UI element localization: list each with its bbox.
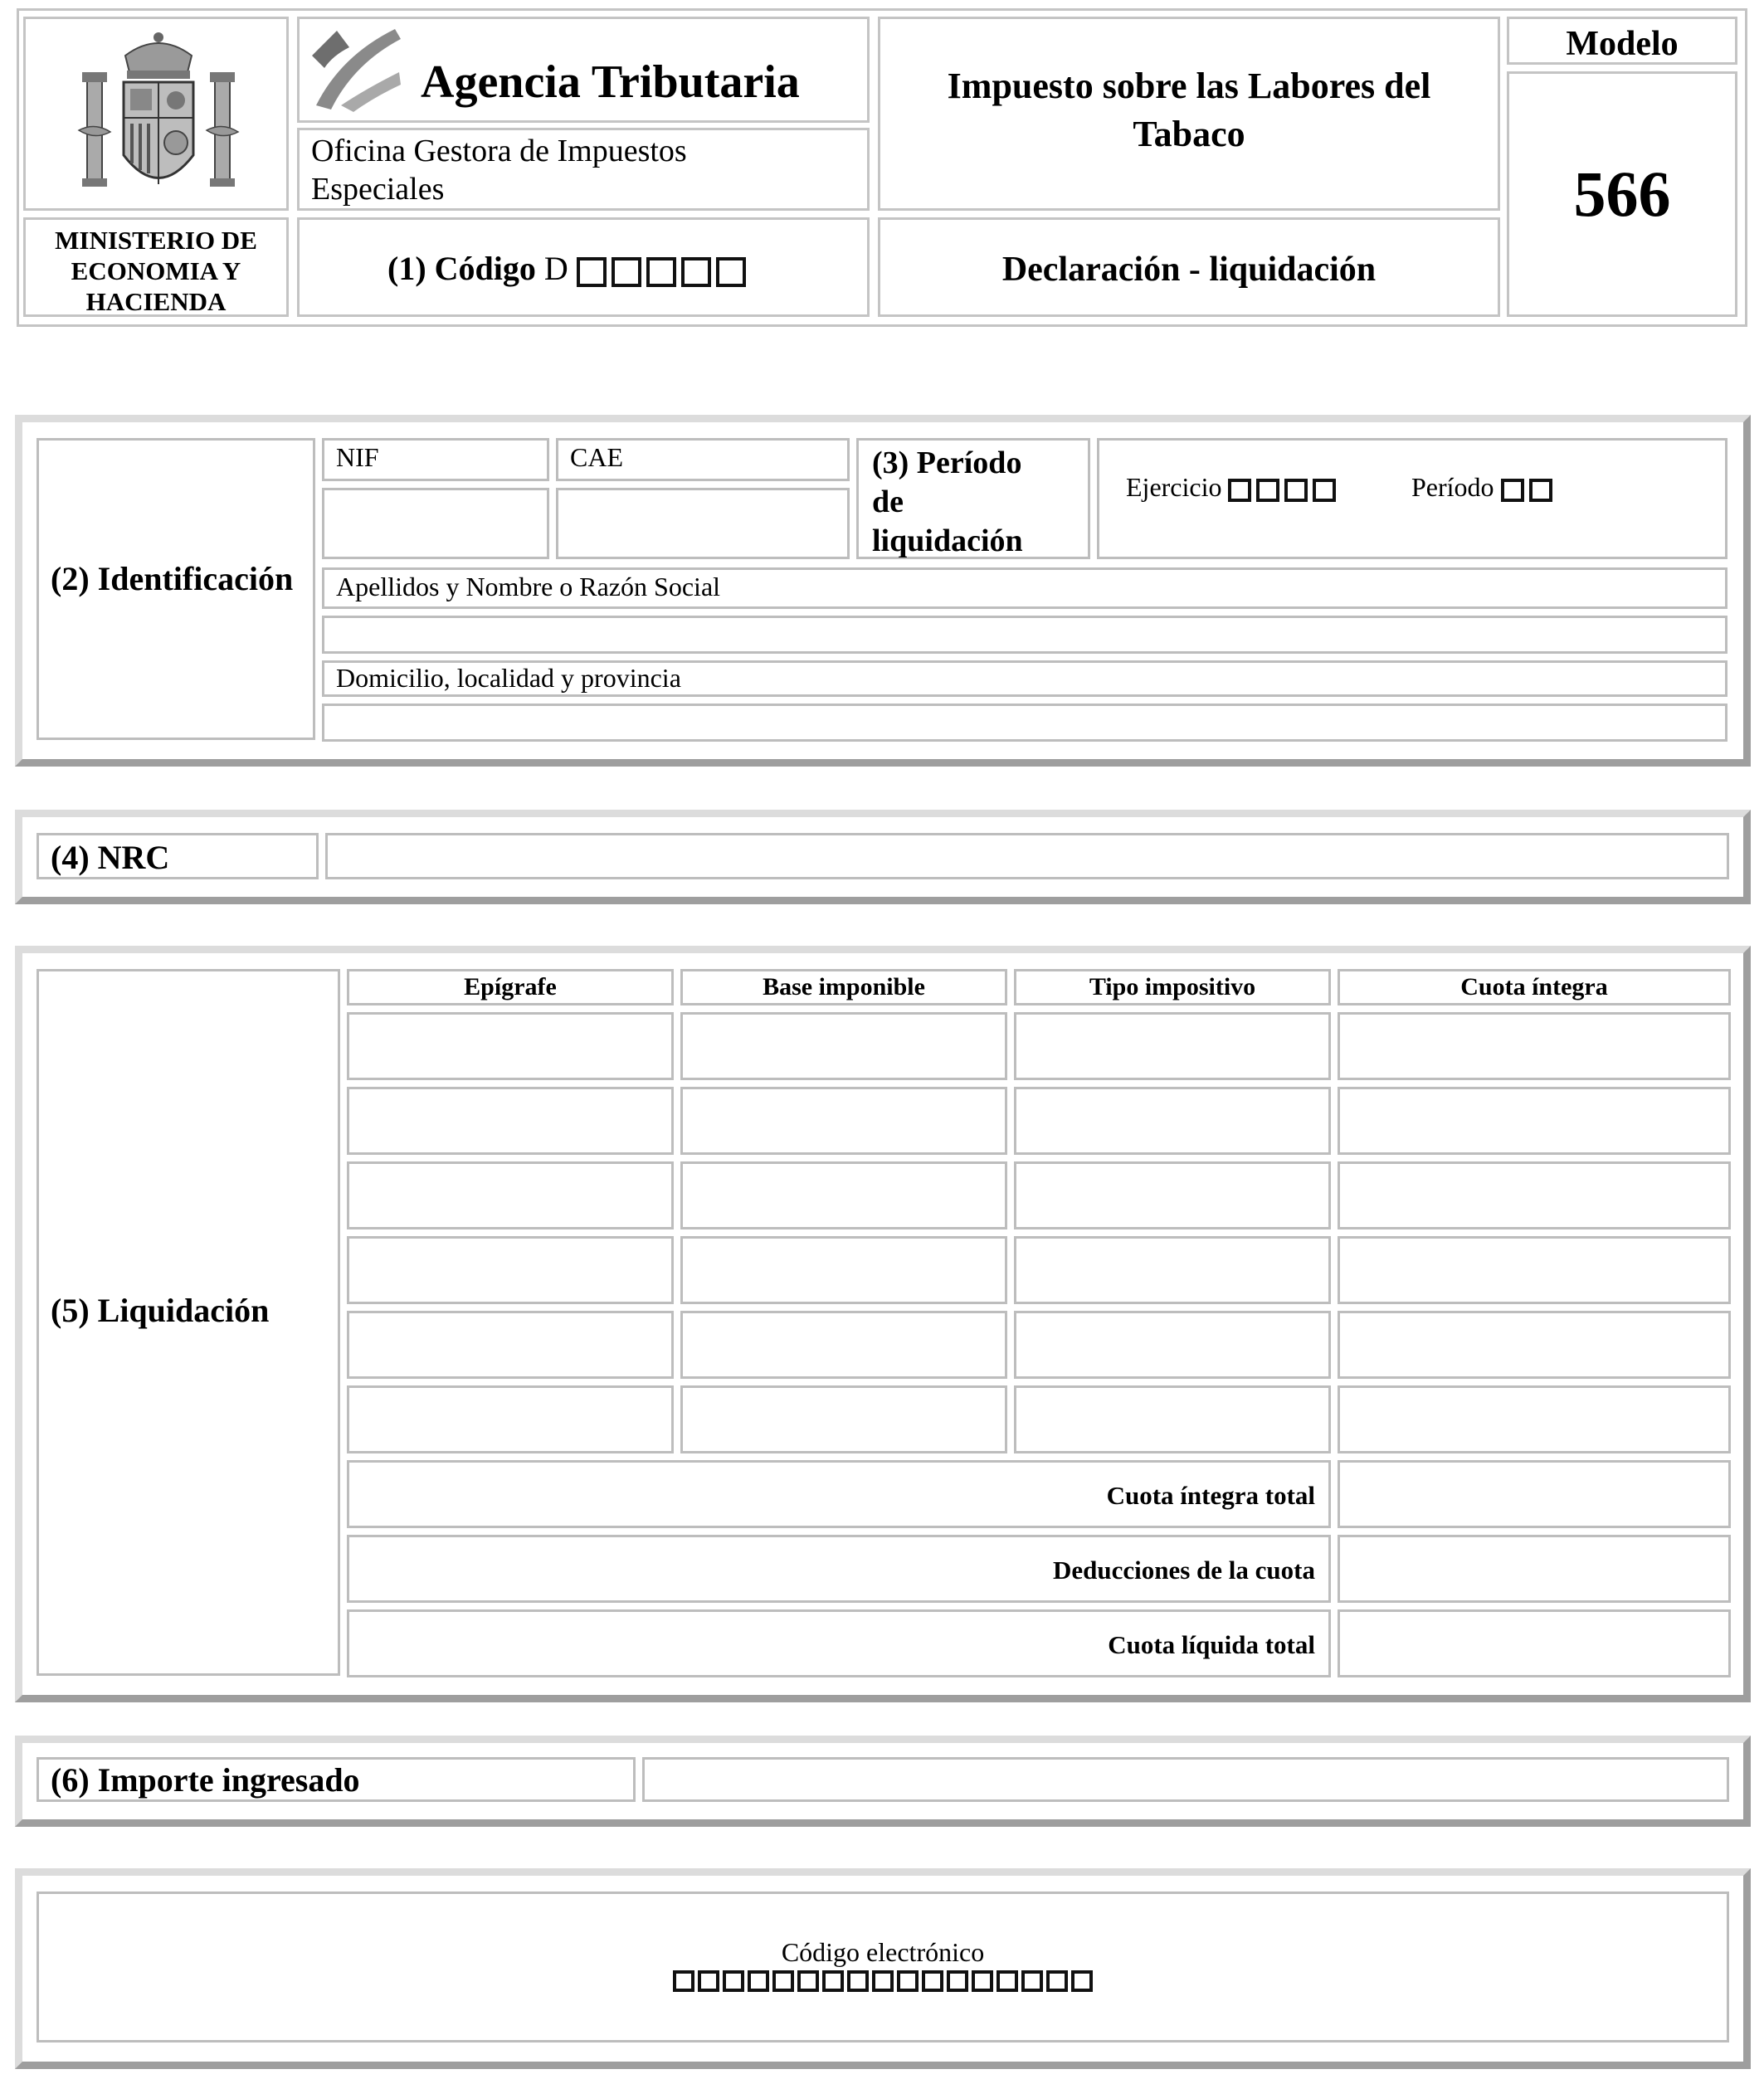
codigo-electronico-boxes[interactable]	[673, 1970, 1093, 1992]
coat-of-arms-cell	[23, 17, 289, 211]
ministry-name: MINISTERIO DE ECONOMIA Y HACIENDA	[55, 226, 257, 316]
tax-title-cell	[878, 17, 1500, 211]
agency-logo-icon	[308, 22, 407, 114]
table-cell-input[interactable]	[1338, 1385, 1731, 1453]
column-header-label: Base imponible	[763, 973, 925, 1001]
declaration-title: Declaración - liquidación	[1001, 251, 1377, 289]
total-label-cell	[347, 1460, 1331, 1528]
total-label-cell	[347, 1535, 1331, 1603]
coat-of-arms-icon	[76, 31, 241, 205]
total-value-field[interactable]	[1338, 1609, 1731, 1677]
periodo-label-cell	[856, 438, 1090, 559]
codigo-cell	[297, 217, 870, 317]
char-box[interactable]	[673, 1970, 694, 1992]
cae-label: CAE	[570, 442, 623, 472]
codigo-line	[387, 250, 746, 288]
char-box[interactable]	[997, 1970, 1018, 1992]
char-box[interactable]	[698, 1970, 719, 1992]
char-box[interactable]	[723, 1970, 744, 1992]
char-box[interactable]	[847, 1970, 869, 1992]
cae-field[interactable]	[556, 488, 850, 559]
table-cell-input[interactable]	[1014, 1236, 1331, 1304]
liquidacion-label: (5) Liquidación	[51, 1292, 270, 1329]
domicilio-label-cell	[322, 660, 1727, 697]
periodo-field-label: Período	[1411, 472, 1494, 502]
domicilio-label: Domicilio, localidad y provincia	[336, 663, 681, 693]
column-header	[1014, 969, 1331, 1005]
identificacion-label: (2) Identificación	[51, 560, 294, 597]
office-cell	[297, 128, 870, 211]
importe-label: (6) Importe ingresado	[51, 1761, 360, 1799]
char-box[interactable]	[612, 257, 641, 287]
char-box[interactable]	[1021, 1970, 1043, 1992]
nombre-label: Apellidos y Nombre o Razón Social	[336, 572, 721, 601]
table-cell-input[interactable]	[1338, 1012, 1731, 1080]
column-header	[347, 969, 674, 1005]
char-box[interactable]	[972, 1970, 993, 1992]
table-cell-input[interactable]	[1014, 1385, 1331, 1453]
table-cell-input[interactable]	[680, 1236, 1007, 1304]
ejercicio-boxes[interactable]	[1228, 479, 1336, 502]
table-cell-input[interactable]	[1014, 1311, 1331, 1379]
periodo-field	[1411, 472, 1552, 503]
modelo-number-cell	[1507, 71, 1737, 317]
table-cell-input[interactable]	[347, 1311, 674, 1379]
nif-label: NIF	[336, 442, 379, 472]
char-box[interactable]	[797, 1970, 819, 1992]
char-box[interactable]	[1256, 479, 1279, 502]
table-cell-input[interactable]	[1014, 1087, 1331, 1155]
total-label: Cuota líquida total	[1108, 1630, 1315, 1659]
char-box[interactable]	[772, 1970, 794, 1992]
char-box[interactable]	[646, 257, 676, 287]
importe-label-cell	[37, 1757, 636, 1802]
table-cell-input[interactable]	[1338, 1311, 1731, 1379]
domicilio-field[interactable]	[322, 704, 1727, 742]
column-header	[680, 969, 1007, 1005]
ejercicio-label: Ejercicio	[1126, 472, 1222, 502]
char-box[interactable]	[1284, 479, 1308, 502]
table-cell-input[interactable]	[1338, 1236, 1731, 1304]
cae-label-cell	[556, 438, 850, 481]
codigo-electronico-label: Código electrónico	[781, 1937, 985, 1967]
table-cell-input[interactable]	[347, 1385, 674, 1453]
periodo-fields-cell	[1097, 438, 1727, 559]
char-box[interactable]	[748, 1970, 769, 1992]
char-box[interactable]	[1529, 479, 1552, 502]
char-box[interactable]	[577, 257, 607, 287]
char-box[interactable]	[1313, 479, 1336, 502]
nrc-label-cell	[37, 833, 319, 879]
tax-title: Impuesto sobre las Labores del Tabaco	[947, 66, 1431, 154]
char-box[interactable]	[1501, 479, 1524, 502]
char-box[interactable]	[947, 1970, 968, 1992]
total-label: Deducciones de la cuota	[1052, 1556, 1315, 1585]
table-cell-input[interactable]	[347, 1012, 674, 1080]
periodo-label: (3) Período de liquidación	[872, 446, 1023, 558]
agency-cell	[297, 17, 870, 123]
nrc-field[interactable]	[325, 833, 1729, 879]
nrc-label: (4) NRC	[51, 839, 170, 876]
periodo-boxes[interactable]	[1501, 479, 1552, 502]
char-box[interactable]	[822, 1970, 844, 1992]
char-box[interactable]	[1071, 1970, 1093, 1992]
char-box[interactable]	[897, 1970, 919, 1992]
table-cell-input[interactable]	[680, 1012, 1007, 1080]
ministry-cell	[23, 217, 289, 317]
char-box[interactable]	[716, 257, 746, 287]
column-header	[1338, 969, 1731, 1005]
table-cell-input[interactable]	[680, 1161, 1007, 1229]
identificacion-label-cell	[37, 438, 315, 740]
codigo-label: (1) Código	[387, 250, 536, 287]
table-cell-input[interactable]	[1014, 1161, 1331, 1229]
office-name: Oficina Gestora de Impuestos Especiales	[311, 134, 687, 207]
table-cell-input[interactable]	[1338, 1161, 1731, 1229]
agency-name: Agencia Tributaria	[421, 56, 800, 108]
char-box[interactable]	[681, 257, 711, 287]
nombre-label-cell	[322, 567, 1727, 609]
column-header-label: Cuota íntegra	[1460, 973, 1608, 1001]
codigo-prefix: D	[543, 250, 568, 287]
importe-field[interactable]	[642, 1757, 1729, 1802]
codigo-electronico-row	[39, 1970, 1727, 1992]
char-box[interactable]	[1228, 479, 1251, 502]
char-box[interactable]	[1046, 1970, 1068, 1992]
nombre-field[interactable]	[322, 616, 1727, 654]
total-value-field[interactable]	[1338, 1460, 1731, 1528]
modelo-label-cell	[1507, 17, 1737, 65]
total-value-field[interactable]	[1338, 1535, 1731, 1603]
column-header-label: Tipo impositivo	[1089, 973, 1256, 1001]
table-cell-input[interactable]	[347, 1236, 674, 1304]
table-cell-input[interactable]	[347, 1087, 674, 1155]
column-header-label: Epígrafe	[464, 973, 557, 1001]
modelo-number: 566	[1573, 158, 1671, 230]
nif-field[interactable]	[322, 488, 549, 559]
modelo-label: Modelo	[1566, 25, 1679, 63]
liquidacion-label-cell	[37, 969, 340, 1676]
table-cell-input[interactable]	[347, 1161, 674, 1229]
total-label-cell	[347, 1609, 1331, 1677]
table-cell-input[interactable]	[1014, 1012, 1331, 1080]
ejercicio-field	[1126, 472, 1336, 503]
declaration-cell	[878, 217, 1500, 317]
total-label: Cuota íntegra total	[1106, 1481, 1315, 1510]
table-cell-input[interactable]	[680, 1311, 1007, 1379]
table-cell-input[interactable]	[1338, 1087, 1731, 1155]
char-box[interactable]	[872, 1970, 894, 1992]
codigo-electronico-cell	[37, 1892, 1729, 2042]
table-cell-input[interactable]	[680, 1385, 1007, 1453]
codigo-boxes[interactable]	[577, 257, 746, 287]
table-cell-input[interactable]	[680, 1087, 1007, 1155]
char-box[interactable]	[922, 1970, 943, 1992]
nif-label-cell	[322, 438, 549, 481]
